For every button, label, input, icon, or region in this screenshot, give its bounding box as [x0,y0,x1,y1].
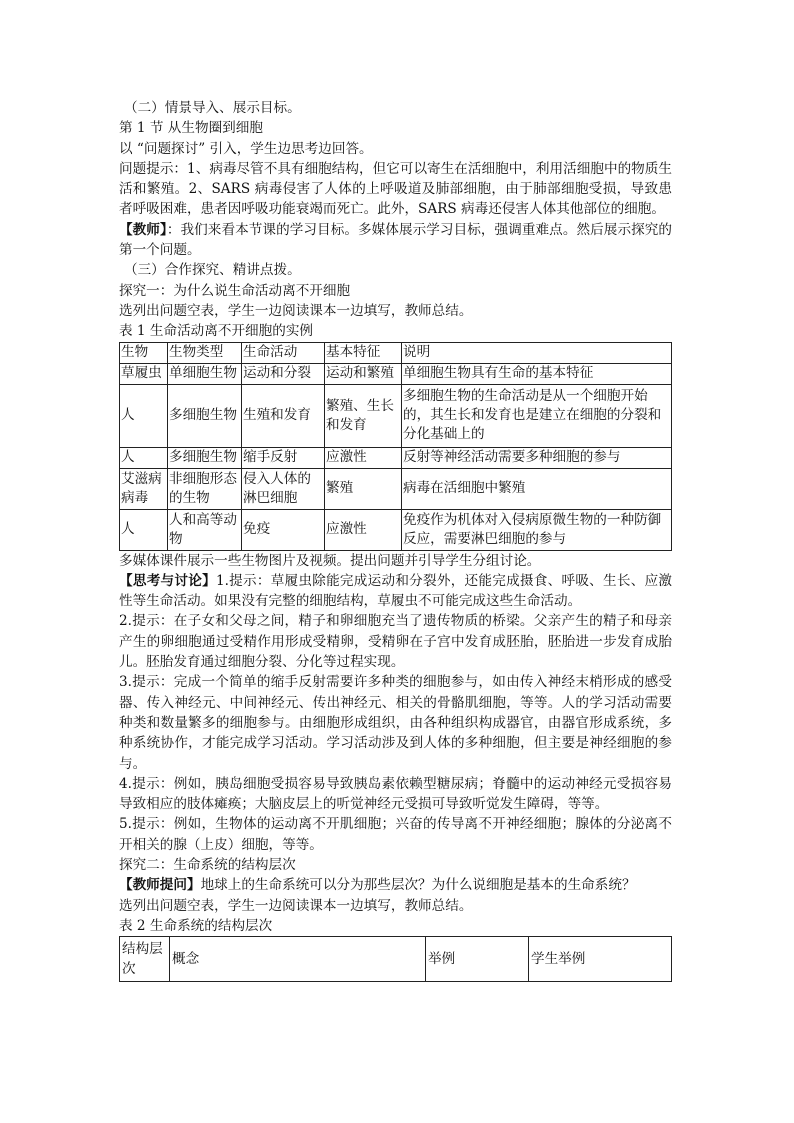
table-cell: 免疫作为机体对入侵病原微生物的一种防御反应，需要淋巴细胞的参与 [402,509,672,550]
hint-3: 3.提示：完成一个简单的缩手反射需要许多种类的细胞参与，如由传入神经末梢形成的感受器、传入神经元、中间神经元、传出神经元、相关的骨骼肌细胞，等等。人的学习活动需要种类和数量繁多的细胞参与。由细胞形成组织，由各种组织构成器官，由器官形成系统，多种系统协作，才能完成学习活动。学习活动涉及到人体的多种细胞，但主要是神经细胞的参与。 [119,674,672,772]
section-heading-2: （二）情景导入、展示目标。 [124,100,301,116]
table-cell: 单细胞生物具有生命的基本特征 [402,363,672,384]
table-cell: 人 [120,509,168,550]
table-cell: 生殖和发育 [242,384,325,447]
teacher-paragraph [119,220,672,261]
table-cell: 缩手反射 [242,447,325,468]
table1-header-cell: 基本特征 [325,342,402,363]
table-cell: 侵入人体的淋巴细胞 [242,468,325,509]
table2-header-row [120,937,672,982]
table-row [120,384,672,447]
table2-header-cell: 举例 [426,937,529,982]
table-row [120,509,672,550]
table-cell: 人和高等动物 [168,509,242,550]
problem-hint-paragraph: 问题提示：1、病毒尽管不具有细胞结构，但它可以寄生在活细胞中，利用活细胞中的物质生活和繁殖。2、SARS 病毒侵害了人体的上呼吸道及肺部细胞，由于肺部细胞受损，导致患者呼吸困难，患者因呼吸功能衰竭而死亡。此外，SARS 病毒还侵害人体其他部位的细胞。 [119,160,672,218]
lead-in-text: 以 “问题探讨” 引入，学生边思考边回答。 [119,140,373,157]
explore1-instruction: 选列出问题空表，学生一边阅读课本一边填写，教师总结。 [119,302,473,319]
table2-header-cell: 结构层次 [120,937,170,982]
table-cell: 应激性 [325,447,402,468]
hint-2: 2.提示：在子女和父母之间，精子和卵细胞充当了遗传物质的桥梁。父亲产生的精子和母亲产生的卵细胞通过受精作用形成受精卵，受精卵在子宫中发育成胚胎，胚胎进一步发育成胎儿。胚胎发育通过细胞分裂、分化等过程实现。 [119,613,672,671]
think-text: 1.提示：草履虫除能完成运动和分裂外，还能完成摄食、呼吸、生长、应激性等生命活动。如果没有完整的细胞结构，草履虫不可能完成这些生命活动。 [119,572,673,610]
table-cell: 繁殖、生长和发育 [325,384,402,447]
table2-caption: 表 2 生命系统的结构层次 [119,917,273,934]
table-cell: 反射等神经活动需要多种细胞的参与 [402,447,672,468]
table1-caption: 表 1 生命活动离不开细胞的实例 [119,323,314,340]
chapter-title: 第 1 节 从生物圈到细胞 [119,120,263,137]
table-cell: 草履虫 [120,363,168,384]
explore2-instruction: 选列出问题空表，学生一边阅读课本一边填写，教师总结。 [119,897,473,914]
teacher-question-label: 【教师提问】 [119,877,201,894]
think-discuss-paragraph [119,571,672,612]
table1-header-cell: 生物类型 [168,342,242,363]
teacher-question-text: 地球上的生命系统可以分为那些层次？为什么说细胞是基本的生命系统？ [200,877,636,894]
table2-header-cell: 学生举例 [529,937,672,982]
table1-header-cell: 生命活动 [242,342,325,363]
explore2-title: 探究二：生命系统的结构层次 [119,857,296,874]
table-row [120,468,672,509]
table1-header-row [120,342,672,363]
think-label: 【思考与讨论】 [119,572,216,589]
explore1-title: 探究一：为什么说生命活动离不开细胞 [119,282,351,299]
table-cell: 非细胞形态的生物 [168,468,242,509]
table-row [120,447,672,468]
table-cell: 单细胞生物 [168,363,242,384]
hint-4: 4.提示：例如，胰岛细胞受损容易导致胰岛素依赖型糖尿病；脊髓中的运动神经元受损容易导致相应的肢体瘫痪；大脑皮层上的听觉神经元受损可导致听觉发生障碍，等等。 [119,775,672,813]
table-cell: 繁殖 [325,468,402,509]
table-cell: 免疫 [242,509,325,550]
table-row [120,363,672,384]
table-cell: 艾滋病病毒 [120,468,168,509]
table1-header-cell: 生物 [120,342,168,363]
table-cell: 人 [120,384,168,447]
table2-header-cell: 概念 [170,937,426,982]
section-heading-3: （三）合作探究、精讲点拨。 [124,262,301,279]
table-cell: 多细胞生物的生命活动是从一个细胞开始的，其生长和发育也是建立在细胞的分裂和分化基础上的 [402,384,672,447]
table-cell: 人 [120,447,168,468]
teacher-question-paragraph [119,875,672,895]
table1-header-cell: 说明 [402,342,672,363]
table-cell: 应激性 [325,509,402,550]
teacher-label: 【教师】 [119,221,167,238]
table1 [119,342,672,551]
teacher-text: ：我们来看本节课的学习目标。多媒体展示学习目标，强调重难点。然后展示探究的第一个问题。 [119,221,673,259]
document-page [119,98,672,982]
table-cell: 病毒在活细胞中繁殖 [402,468,672,509]
table-cell: 运动和分裂 [242,363,325,384]
hint-5: 5.提示：例如，生物体的运动离不开肌细胞；兴奋的传导离不开神经细胞；腺体的分泌离不开相关的腺（上皮）细胞，等等。 [119,816,672,853]
table2 [119,936,672,982]
table-cell: 多细胞生物 [168,447,242,468]
table-cell: 运动和繁殖 [325,363,402,384]
multimedia-text: 多媒体课件展示一些生物图片及视频。提出问题并引导学生分组讨论。 [119,552,541,569]
table-cell: 多细胞生物 [168,384,242,447]
